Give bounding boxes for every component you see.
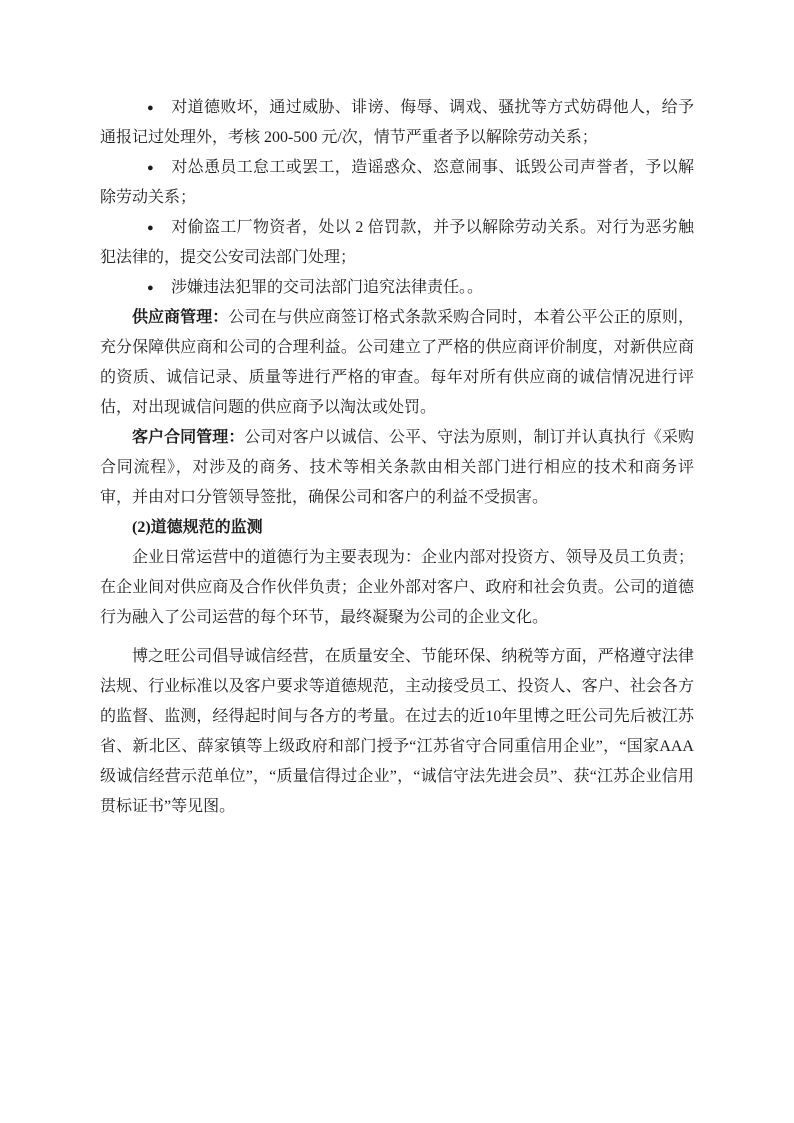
bullet-paragraph: ● 对偷盗工厂物资者，处以 2 倍罚款，并予以解除劳动关系。对行为恶劣触犯法律的，提交公安司法部门处理； xyxy=(100,213,694,273)
paragraph: 企业日常运营中的道德行为主要表现为：企业内部对投资方、领导及员工负责；在企业间对供应商及合作伙伴负责；企业外部对客户、政府和社会负责。公司的道德行为融入了公司运营的每个环节，最终凝聚为公司的企业文化。 xyxy=(100,549,694,626)
bullet-paragraph: ● 对怂恿员工怠工或罢工，造谣惑众、恣意闹事、诋毁公司声誉者，予以解除劳动关系； xyxy=(100,153,694,213)
paragraph-lead: 供应商管理： xyxy=(132,309,229,326)
bullet-icon: ● xyxy=(147,102,154,114)
section-heading: (2)道德规范的监测 xyxy=(132,519,263,536)
bullet-paragraph: ● 对道德败坏，通过威胁、诽谤、侮辱、调戏、骚扰等方式妨碍他人，给予通报记过处理外，考核 200-500 元/次，情节严重者予以解除劳动关系； xyxy=(100,93,694,153)
paragraph: 供应商管理：公司在与供应商签订格式条款采购合同时，本着公平公正的原则，充分保障供应商和公司的合理利益。公司建立了严格的供应商评价制度，对新供应商的资质、诚信记录、质量等进行严格的审查。每年对所有供应商的诚信情况进行评估，对出现诚信问题的供应商予以淘汰或处罚。 xyxy=(100,309,694,416)
bullet-paragraph: ● 涉嫌违法犯罪的交司法部门追究法律责任。。 xyxy=(100,273,694,303)
bullet-icon: ● xyxy=(147,282,154,294)
paragraph-lead: 客户合同管理： xyxy=(132,429,245,446)
paragraph: 客户合同管理：公司对客户以诚信、公平、守法为原则，制订并认真执行《采购合同流程》，对涉及的商务、技术等相关条款由相关部门进行相应的技术和商务评审，并由对口分管领导签批，确保公司和客户的利益不受损害。 xyxy=(100,429,694,506)
bullet-icon: ● xyxy=(147,162,154,174)
paragraph: 博之旺公司倡导诚信经营，在质量安全、节能环保、纳税等方面，严格遵守法律法规、行业标准以及客户要求等道德规范，主动接受员工、投资人、客户、社会各方的监督、监测，经得起时间与各方的考量。在过去的近10年里博之旺公司先后被江苏省、新北区、薛家镇等上级政府和部门授予“江苏省守合同重信用企业”，“国家AAA级诚信经营示范单位”，“质量信得过企业”，“诚信守法先进会员”、获“江苏企业信用贯标证书”等见图。 xyxy=(100,648,694,815)
bullet-icon: ● xyxy=(147,222,154,234)
document-body xyxy=(100,93,694,822)
